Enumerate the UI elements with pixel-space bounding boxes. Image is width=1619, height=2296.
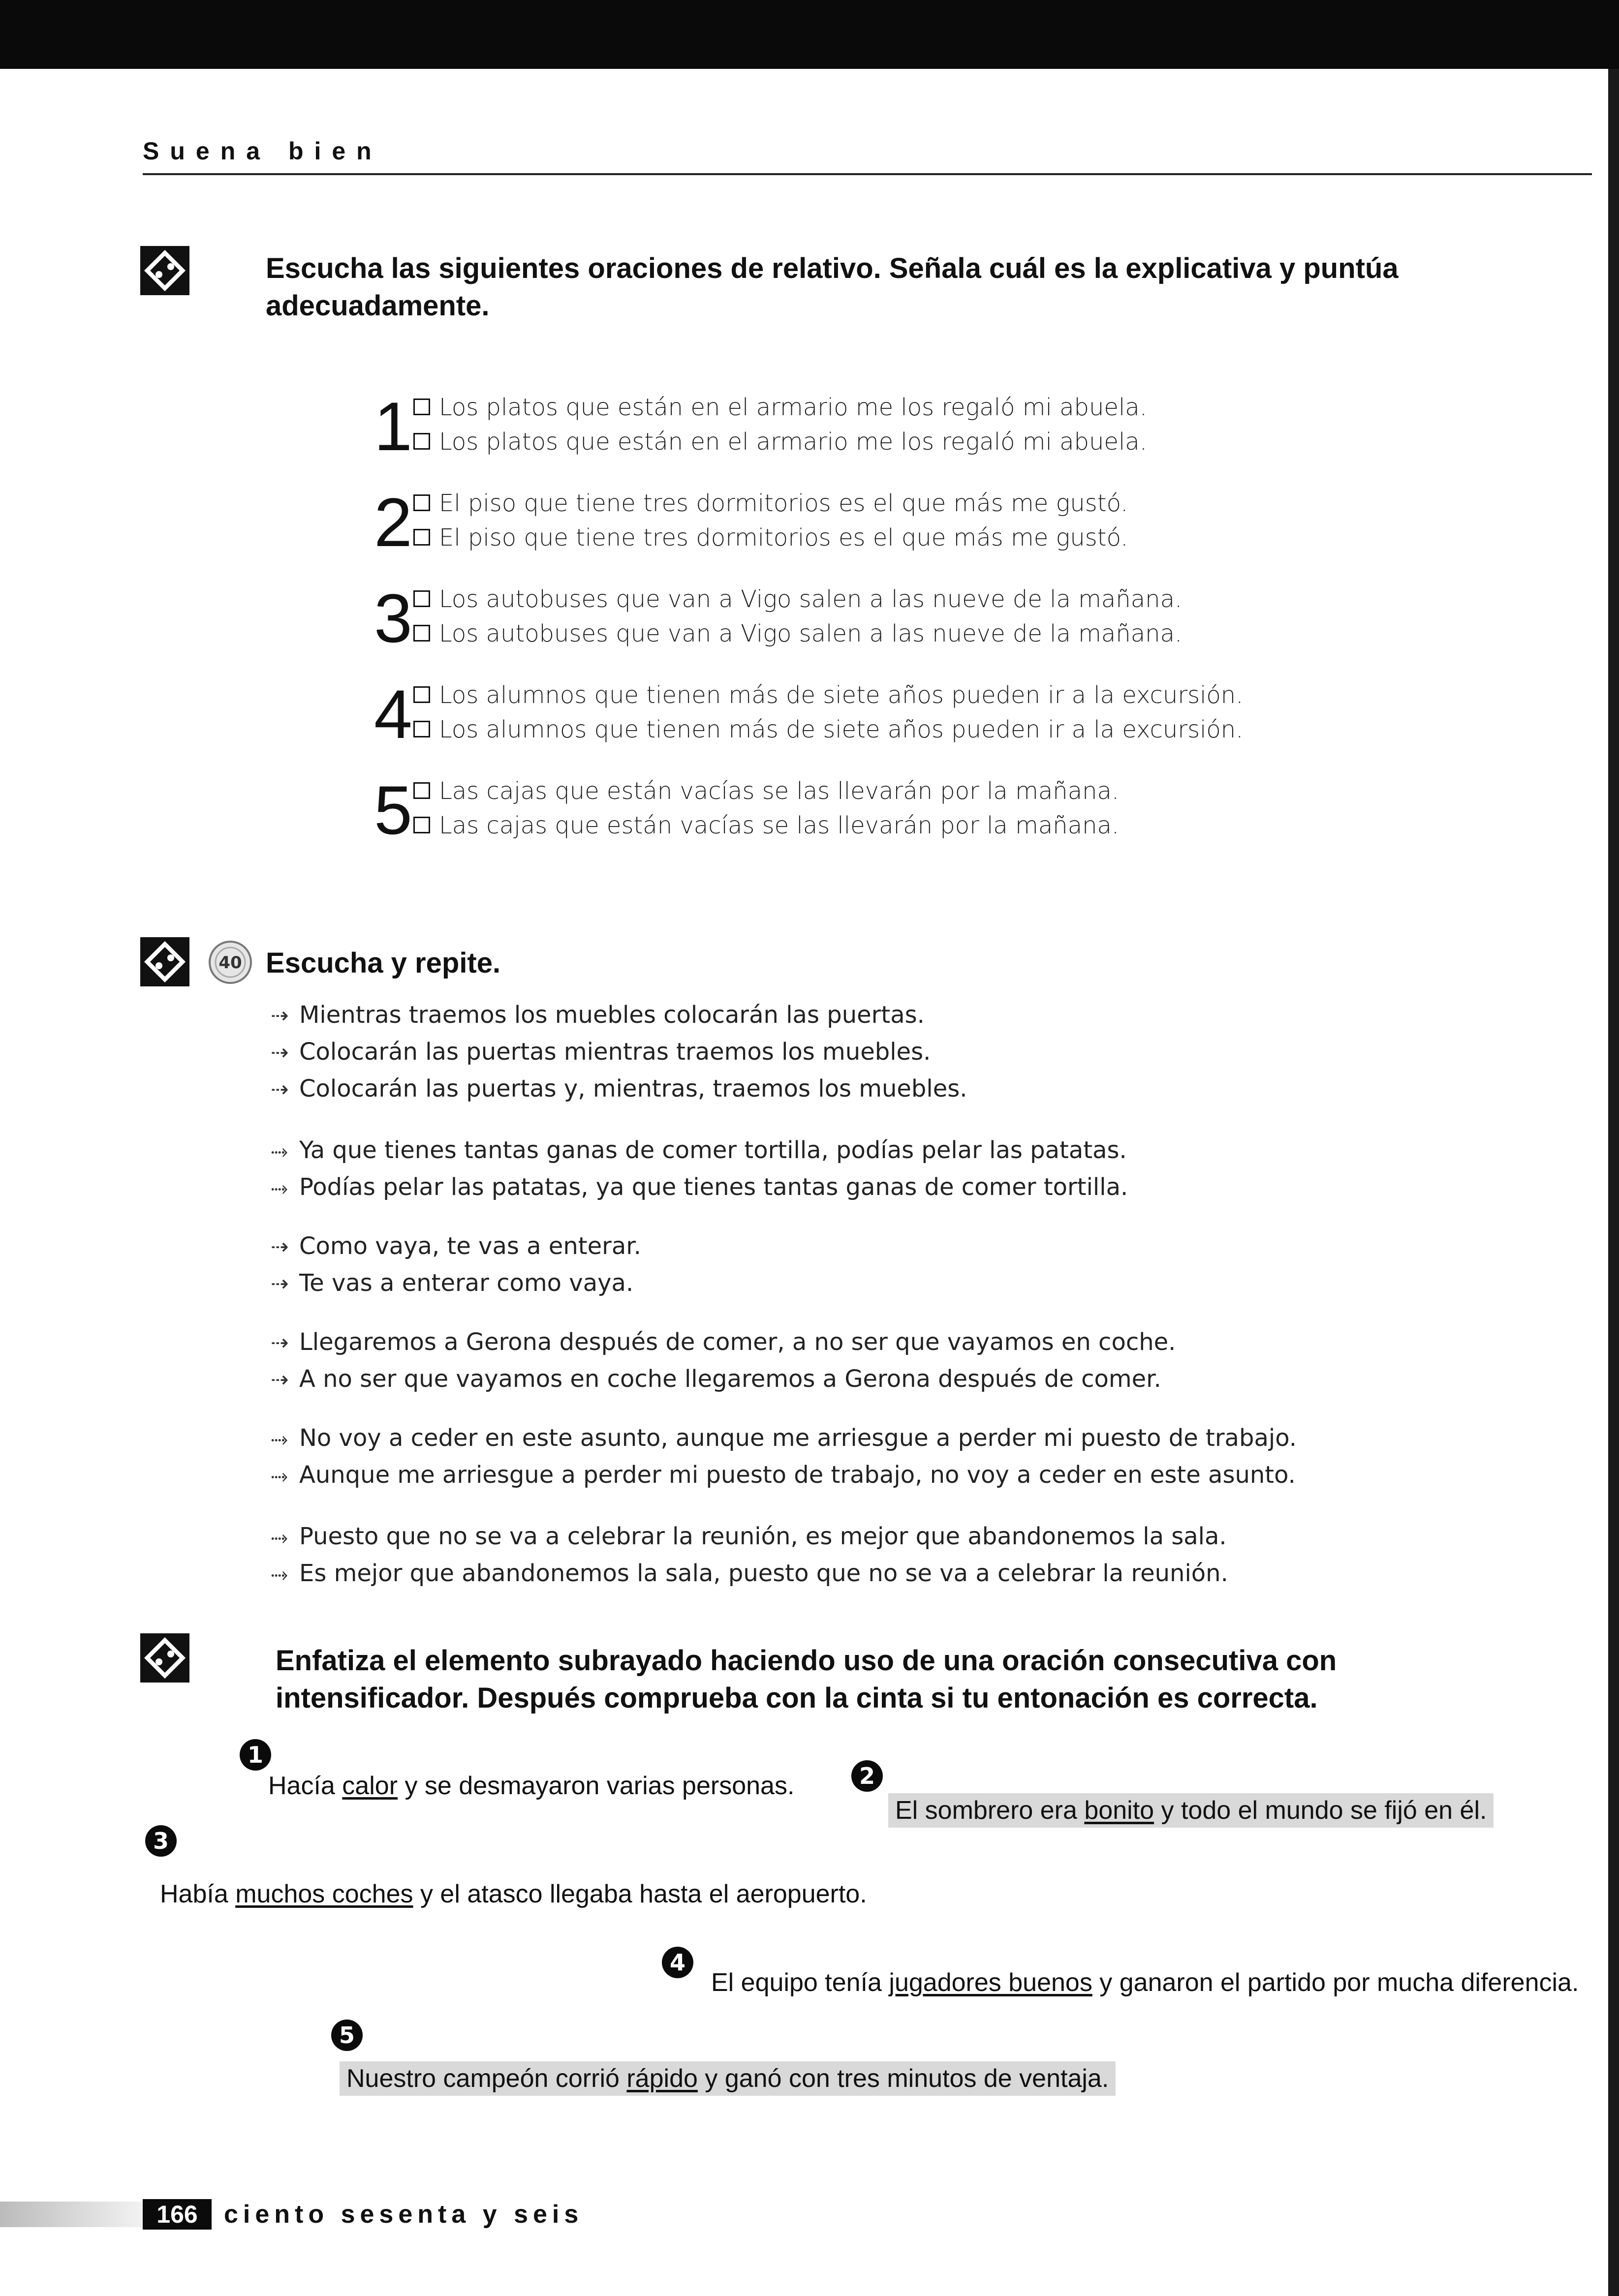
checkbox[interactable]: [413, 398, 430, 415]
checkbox[interactable]: [413, 817, 430, 833]
checkbox[interactable]: [413, 782, 430, 799]
cassette-icon: [140, 246, 189, 295]
item-number-badge: 5: [331, 2020, 363, 2051]
repeat-line: ⤑ Podías pelar las patatas, ya que tienes tantas ganas de comer tortilla.: [271, 1173, 1128, 1201]
page-number-text: ciento sesenta y seis: [224, 2200, 584, 2229]
checkbox[interactable]: [413, 590, 430, 607]
falling-intonation-icon: ⤑: [271, 1175, 288, 1200]
page-header-title: Suena bien: [143, 137, 382, 165]
checkbox[interactable]: [413, 625, 430, 642]
pair-number: 4: [374, 675, 412, 753]
repeat-line: ⇢ Mientras traemos los muebles colocarán las puertas.: [271, 1001, 925, 1029]
repeat-line: ⇢ A no ser que vayamos en coche llegaremos a Gerona después de comer.: [271, 1365, 1161, 1393]
item-number-badge: 3: [145, 1825, 177, 1857]
option-a[interactable]: Las cajas que están vacías se las llevarán por la mañana.: [413, 777, 1119, 805]
footer-shade: [0, 2202, 143, 2227]
underlined-element: bonito: [1084, 1796, 1154, 1825]
underlined-element: jugadores buenos: [889, 1968, 1092, 1997]
repeat-line: ⇢ Te vas a enterar como vaya.: [271, 1269, 634, 1297]
falling-intonation-icon: ⤑: [271, 1525, 288, 1550]
checkbox[interactable]: [413, 433, 430, 450]
option-a[interactable]: Los alumnos que tienen más de siete años pueden ir a la excursión.: [413, 681, 1243, 709]
option-a[interactable]: El piso que tiene tres dormitorios es el que más me gustó.: [413, 490, 1128, 517]
checkbox[interactable]: [413, 494, 430, 511]
emphasis-sentence: Nuestro campeón corrió rápido y ganó con tres minutos de ventaja.: [340, 2064, 1116, 2093]
underlined-element: calor: [342, 1772, 398, 1800]
option-a[interactable]: Los platos que están en el armario me los regaló mi abuela.: [413, 394, 1147, 421]
scan-right-border: [1608, 69, 1619, 2296]
exercise2-instruction: Escucha y repite.: [266, 947, 501, 979]
pair-number: 1: [374, 388, 412, 465]
repeat-line: ⤑ Puesto que no se va a celebrar la reunión, es mejor que abandonemos la sala.: [271, 1523, 1227, 1550]
underlined-element: muchos coches: [235, 1880, 413, 1908]
emphasis-sentence: Había muchos coches y el atasco llegaba hasta el aeropuerto.: [160, 1880, 867, 1908]
item-number-badge: 2: [851, 1760, 883, 1792]
rising-intonation-icon: ⇢: [271, 1234, 289, 1259]
option-b[interactable]: Los platos que están en el armario me los regaló mi abuela.: [413, 428, 1147, 456]
cd-track-icon: [208, 940, 253, 985]
item-number-badge: 1: [240, 1739, 271, 1771]
pair-number: 3: [374, 580, 412, 657]
falling-intonation-icon: ⤑: [271, 1561, 288, 1587]
rising-intonation-icon: ⇢: [271, 1003, 289, 1028]
rising-intonation-icon: ⇢: [271, 1040, 289, 1065]
option-b[interactable]: El piso que tiene tres dormitorios es el que más me gustó.: [413, 524, 1128, 551]
header-rule: [143, 173, 1592, 175]
repeat-line: ⇢ Colocarán las puertas mientras traemos los muebles.: [271, 1038, 931, 1066]
exercise3-instruction: Enfatiza el elemento subrayado haciendo uso de una oración consecutiva con intensificador. Después comprueba con la cinta si tu entonación es correcta.: [276, 1645, 1337, 1714]
rising-intonation-icon: ⇢: [271, 1271, 289, 1296]
emphasis-sentence: El equipo tenía jugadores buenos y ganaron el partido por mucha diferencia.: [711, 1968, 1579, 1997]
emphasis-sentence: Hacía calor y se desmayaron varias personas.: [268, 1772, 795, 1800]
emphasis-sentence: El sombrero era bonito y todo el mundo se fijó en él.: [888, 1796, 1494, 1825]
cassette-icon: [140, 937, 189, 986]
underlined-element: rápido: [626, 2064, 698, 2093]
track-number: 40: [218, 953, 242, 973]
falling-intonation-icon: ⤑: [271, 1138, 288, 1163]
repeat-line: ⇢ Colocarán las puertas y, mientras, traemos los muebles.: [271, 1075, 967, 1102]
checkbox[interactable]: [413, 721, 430, 737]
option-b[interactable]: Los alumnos que tienen más de siete años pueden ir a la excursión.: [413, 716, 1243, 743]
checkbox[interactable]: [413, 529, 430, 546]
repeat-line: ⤑ Es mejor que abandonemos la sala, puesto que no se va a celebrar la reunión.: [271, 1560, 1228, 1587]
option-a[interactable]: Los autobuses que van a Vigo salen a las nueve de la mañana.: [413, 585, 1182, 613]
option-b[interactable]: Las cajas que están vacías se las llevarán por la mañana.: [413, 812, 1119, 839]
repeat-line: ⤑ Ya que tienes tantas ganas de comer tortilla, podías pelar las patatas.: [271, 1136, 1127, 1164]
item-number-badge: 4: [662, 1947, 693, 1978]
repeat-line: ⇢ Llegaremos a Gerona después de comer, a no ser que vayamos en coche.: [271, 1328, 1176, 1356]
rising-intonation-icon: ⇢: [271, 1077, 289, 1102]
page-number: 166: [143, 2199, 212, 2230]
option-b[interactable]: Los autobuses que van a Vigo salen a las nueve de la mañana.: [413, 620, 1182, 647]
falling-intonation-icon: ⤑: [271, 1426, 288, 1451]
pair-number: 2: [374, 484, 412, 561]
rising-intonation-icon: ⇢: [271, 1330, 289, 1355]
scan-top-border: [0, 0, 1619, 69]
repeat-line: ⇢ Como vaya, te vas a enterar.: [271, 1232, 641, 1260]
cassette-icon: [140, 1633, 189, 1683]
falling-intonation-icon: ⤑: [271, 1463, 288, 1488]
checkbox[interactable]: [413, 686, 430, 703]
exercise1-instruction: Escucha las siguientes oraciones de relativo. Señala cuál es la explicativa y puntúa adecuadamente.: [266, 252, 1399, 322]
repeat-line: ⤑ Aunque me arriesgue a perder mi puesto de trabajo, no voy a ceder en este asunto.: [271, 1461, 1296, 1489]
repeat-line: ⤑ No voy a ceder en este asunto, aunque me arriesgue a perder mi puesto de trabajo.: [271, 1424, 1297, 1452]
rising-intonation-icon: ⇢: [271, 1367, 289, 1392]
pair-number: 5: [374, 771, 412, 849]
